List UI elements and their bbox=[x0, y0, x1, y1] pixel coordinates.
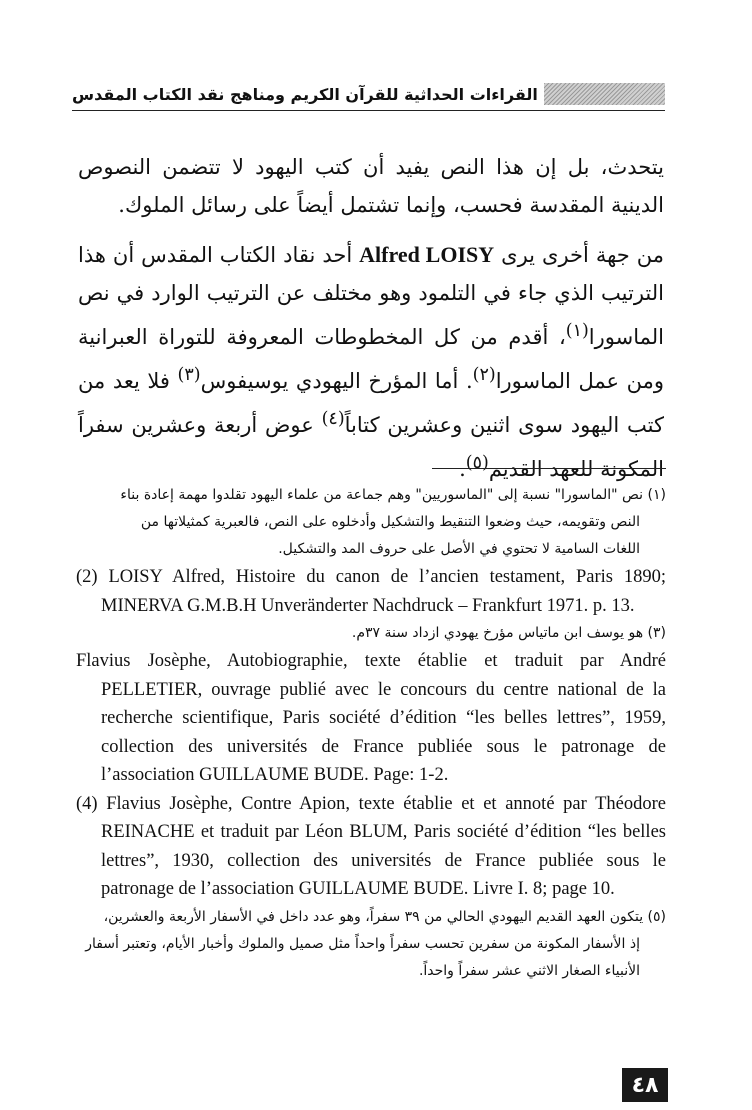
paragraph-2-text-c: ، أقدم من كل المخطوطات المعروفة للتوراة العبرانية ومن عمل الماسورا bbox=[78, 325, 664, 393]
footnote-ref-3: (٣) bbox=[177, 365, 201, 385]
paragraph-2-text-g: . bbox=[459, 457, 466, 481]
running-header bbox=[72, 80, 665, 108]
footnote-4: (4) Flavius Josèphe, Contre Apion, texte établie et et annoté par Théodore REINACHE et traduit par Léon BLUM, Paris société d’édition “les belles lettres”, 1930, collection des universités de France publiée sous le patronage de l’association GUILLAUME BUDE. Livre I. 8; page 10. bbox=[76, 793, 666, 899]
footnote-5 bbox=[76, 904, 666, 985]
header-title: القراءات الحداثية للقرآن الكريم ومناهج نقد الكتاب المقدس bbox=[72, 84, 538, 104]
header-decorative-band bbox=[544, 83, 665, 105]
footnote-5-line-2: إذ الأسفار المكونة من سفرين تحسب سفراً واحداً مثل صميل والملوك وأخبار الأيام، وتعتبر أسفار bbox=[85, 935, 640, 952]
footnote-separator bbox=[432, 468, 666, 469]
footnote-ref-4: (٤) bbox=[321, 409, 345, 429]
paragraph-2-text-f: عوض أربعة وعشرين سفراً المكونة للعهد القديم bbox=[78, 413, 664, 481]
paragraph-2-text-e: فلا يعد من كتب اليهود سوى اثنين وعشرين كتاباً bbox=[78, 369, 664, 437]
footnote-ref-5: (٥) bbox=[465, 453, 489, 473]
footnote-1-line-1: (١) نص "الماسورا" نسبة إلى "الماسوريين" وهم جماعة من علماء اليهود تقلدوا مهمة إعادة بناء bbox=[120, 487, 666, 503]
main-text bbox=[78, 148, 664, 500]
page-number: ٤٨ bbox=[622, 1068, 668, 1102]
header-rule bbox=[72, 110, 665, 111]
footnote-ref-1: (١) bbox=[565, 321, 589, 341]
footnote-1-line-2: النص وتقويمه، حيث وضعوا التنقيط والتشكيل وأدخلوه على النص، فالعبرية كمثيلاتها من bbox=[140, 514, 640, 530]
footnote-ref-2: (٢) bbox=[472, 365, 496, 385]
footnote-3-reference: Flavius Josèphe, Autobiographie, texte établie et traduit par André PELLETIER, ouvrage publié avec le concours du centre national de la recherche scientifique, Paris société d’édition “les belles lettres”, 1959, collection des universités de France publiée sous le patronage de l’association GUILLAUME BUDE. Page: 1-2. bbox=[76, 651, 666, 785]
footnote-2: (2) LOISY Alfred, Histoire du canon de l’ancien testament, Paris 1890; MINERVA G.M.B.H Unveränderter Nachdruck – Frankfurt 1971. p. 13. bbox=[76, 567, 666, 616]
footnote-1 bbox=[76, 482, 666, 563]
author-name: Alfred LOISY bbox=[359, 242, 495, 267]
footnote-1-line-3: اللغات السامية لا تحتوي في الأصل على حروف المد والتشكيل. bbox=[278, 541, 640, 557]
paragraph-1-line-1: يتحدث، بل إن هذا النص يفيد أن كتب اليهود لا تتضمن النصوص الدينية المقدسة bbox=[78, 155, 664, 217]
paragraph-1-line-2: فحسب، وإنما تشتمل أيضاً على رسائل الملوك. bbox=[118, 193, 523, 217]
footnotes bbox=[76, 482, 666, 985]
paragraph-2-text-b: أحد نقاد الكتاب المقدس أن هذا الترتيب الذي جاء في التلمود وهو مختلف عن الترتيب الوارد في نص الماسورا bbox=[78, 243, 664, 349]
footnote-3-arabic: (٣) هو يوسف ابن ماتياس مؤرخ يهودي ازداد سنة ٣٧م. bbox=[351, 625, 666, 641]
paragraph-2 bbox=[78, 236, 664, 488]
paragraph-1 bbox=[78, 148, 664, 224]
footnote-5-line-1: (٥) يتكون العهد القديم اليهودي الحالي من ٣٩ سفراً، وهو عدد داخل في الأسفار الأربعة والعشرين، bbox=[103, 908, 666, 925]
paragraph-2-text-d: . أما المؤرخ اليهودي يوسيفوس bbox=[200, 369, 473, 393]
paragraph-2-text-a: من جهة أخرى يرى bbox=[494, 243, 664, 267]
footnote-5-line-3: الأنبياء الصغار الاثني عشر سفراً واحداً. bbox=[418, 962, 640, 979]
